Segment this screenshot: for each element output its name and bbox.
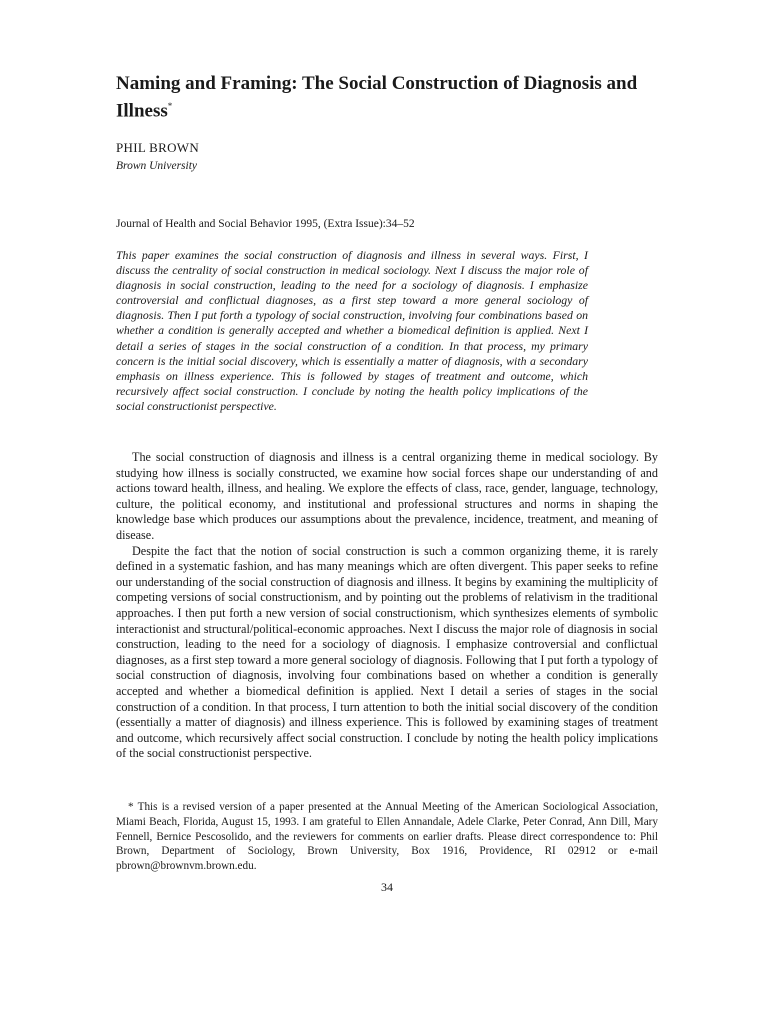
footnote: * This is a revised version of a paper presented at the Annual Meeting of the American Sociological Association, Miami Beach, Florida, August 15, 1993. I am grateful to Ellen Annandale, Adele Clarke, Peter Conrad, Ann Dill, Mary Fennell, Bernice Pescosolido, and the reviewers for comments on earlier drafts. Please direct correspondence to: Phil Brown, Department of Sociology, Brown University, Box 1916, Providence, RI 02912 or e-mail pbrown@brownvm.brown.edu. bbox=[116, 801, 658, 873]
body-paragraph: Despite the fact that the notion of social construction is such a common organizing theme, it is rarely defined in a systematic fashion, and has many meanings which are often divergent. This paper seeks to refine our understanding of the social construction of diagnosis and illness. It begins by examining the multiplicity of competing versions of social constructionism, and by pointing out the problems of relativism in the traditional approaches. I then put forth a new version of social constructionism, which synthesizes elements of symbolic interactionist and structural/political-economic approaches. Next I discuss the major role of diagnosis in social construction, leading to the need for a sociology of diagnosis. I emphasize controversial and conflictual diagnoses, as a first step toward a more general sociology of diagnosis. Following that I put forth a typology of social construction of diagnosis, involving four combinations based on whether a condition is generally accepted and whether a biomedical definition is applied. Next I detail a series of stages in the social construction of a condition. In that process, I turn attention to both the initial social discovery of the condition (essentially a matter of diagnosis) and illness experience. This is followed by examining stages of treatment and outcome, which recursively affect social construction. I conclude by noting the health policy implications of the social constructionist perspective. bbox=[116, 543, 658, 761]
article-title-text: Naming and Framing: The Social Construction of Diagnosis and Illness bbox=[116, 73, 638, 122]
title-footnote-marker: * bbox=[167, 101, 173, 111]
body-paragraph: The social construction of diagnosis and illness is a central organizing theme in medical sociology. By studying how illness is socially constructed, we examine how social forces shape our understanding of and actions toward health, illness, and healing. We explore the effects of class, race, gender, language, technology, culture, the political economy, and institutional and professional structures and norms in shaping the knowledge base which produces our assumptions about the prevalence, incidence, treatment, and meaning of disease. bbox=[116, 450, 658, 542]
author-affiliation: Brown University bbox=[116, 160, 198, 172]
journal-citation: Journal of Health and Social Behavior 1995, (Extra Issue):34–52 bbox=[116, 218, 415, 230]
article-title bbox=[116, 72, 658, 122]
abstract: This paper examines the social construction of diagnosis and illness in several ways. First, I discuss the centrality of social construction in medical sociology. Next I discuss the major role of diagnosis in social construction, leading to the need for a sociology of diagnosis. I emphasize controversial and conflictual diagnoses, as a first step toward a more general sociology of diagnosis. Then I put forth a typology of social construction, involving four combinations based on whether a condition is generally accepted and whether a biomedical definition is applied. Next I detail a series of stages in the social construction of a condition. In that process, my primary concern is the initial social discovery, which is essentially a matter of diagnosis, with a secondary emphasis on illness experience. This is followed by stages of treatment and outcome, which recursively affect social construction. I conclude by noting the health policy implications of the social constructionist perspective. bbox=[116, 248, 588, 413]
article-page bbox=[116, 0, 658, 1024]
author-name: PHIL BROWN bbox=[116, 140, 200, 155]
article-body bbox=[116, 450, 658, 762]
page-number: 34 bbox=[381, 880, 393, 894]
